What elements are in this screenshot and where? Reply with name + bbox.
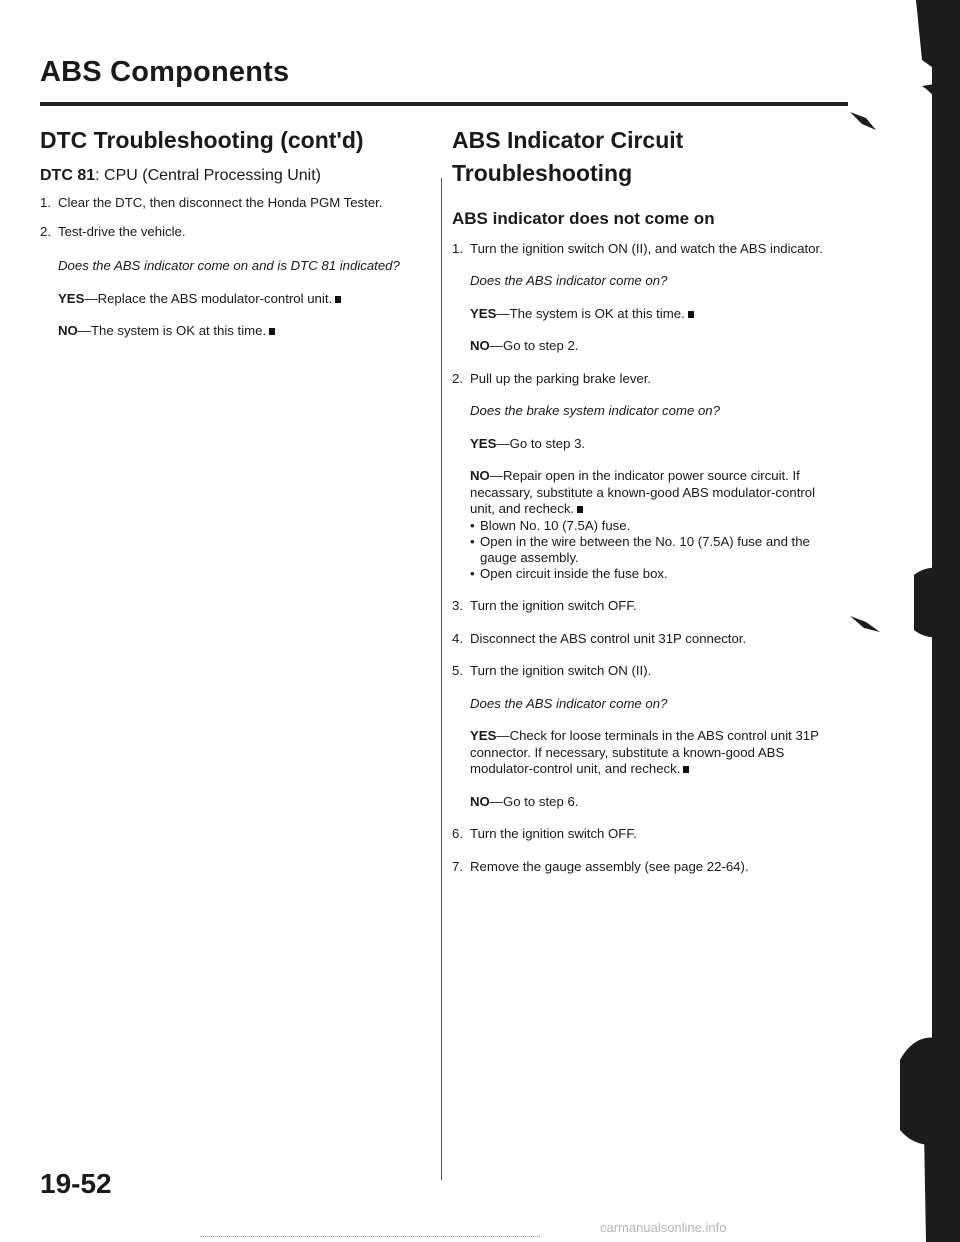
footer-rule [200,1236,540,1237]
step-text: Pull up the parking brake lever. [470,370,652,386]
dtc-description: : CPU (Central Processing Unit) [95,167,321,185]
step-text: Turn the ignition switch ON (II). [470,663,652,679]
step-number: 6. [452,826,463,842]
right-section-title-line2: Troubleshooting [452,160,633,187]
right-step-5 [452,663,842,680]
step1-yes [452,306,842,323]
no-label: NO [470,468,490,484]
step-number: 3. [452,598,463,614]
left-yes-answer [40,291,420,308]
right-step-2 [452,371,842,388]
step-text: Remove the gauge assembly (see page 22-64). [470,858,749,874]
cause-list [452,518,842,582]
no-text: —Go to step 2. [489,338,579,354]
step2-no [452,468,842,518]
no-text: —Repair open in the indicator power source circuit. If necassary, substitute a known-good ABS modulator-control unit, and recheck. [470,468,816,517]
page-number: 19-52 [40,1168,112,1199]
step1-no [452,338,842,355]
no-text: —The system is OK at this time. [77,323,267,339]
step-text: Turn the ignition switch ON (II), and watch the ABS indicator. [470,240,823,256]
left-question: Does the ABS indicator come on and is DTC 81 indicated? [58,258,400,274]
step5-no [452,794,842,811]
step-number: 4. [452,630,463,646]
right-step-3 [452,598,842,615]
yes-label: YES [58,290,85,306]
list-item: • Blown No. 10 (7.5A) fuse. [470,518,842,534]
yes-text: —Replace the ABS modulator-control unit. [84,290,333,306]
step-number: 5. [452,663,463,679]
right-subtitle: ABS indicator does not come on [452,208,715,228]
right-column [452,124,842,875]
right-section-title-line1: ABS Indicator Circuit [452,127,684,153]
step5-yes [452,728,842,778]
step-text: Disconnect the ABS control unit 31P connector. [470,630,747,646]
page-title: ABS Components [40,56,290,88]
step-text: Clear the DTC, then disconnect the Honda PGM Tester. [58,195,383,211]
step1-question: Does the ABS indicator come on? [470,273,668,289]
header-rule [40,102,848,106]
step-text: Turn the ignition switch OFF. [470,598,637,614]
step-number: 2. [452,370,463,386]
left-no-answer [40,323,420,340]
no-label: NO [58,323,78,339]
step-number: 1. [40,195,51,211]
step-number: 2. [40,223,51,239]
yes-text: —Check for loose terminals in the ABS control unit 31P connector. If necessary, substitute a known-good ABS modulator-control unit, and recheck. [470,728,819,777]
left-step-2 [40,224,420,241]
binding-edge-art [850,0,960,1242]
step-text: Turn the ignition switch OFF. [470,826,637,842]
right-step-7 [452,859,842,876]
list-item: • Open circuit inside the fuse box. [470,566,842,582]
step2-yes [452,436,842,453]
left-column [40,124,420,340]
watermark: carmanualsonline.info [600,1220,727,1235]
list-item: • Open in the wire between the No. 10 (7.5A) fuse and the gauge assembly. [470,534,842,566]
right-step-4 [452,631,842,648]
left-step-1 [40,195,420,212]
stop-mark-icon [688,311,694,318]
yes-text: —The system is OK at this time. [496,305,685,321]
yes-label: YES [470,305,497,321]
no-label: NO [470,338,490,354]
left-section-title: DTC Troubleshooting (cont'd) [40,127,364,153]
no-label: NO [470,793,490,809]
yes-label: YES [470,435,497,451]
step-number: 1. [452,240,463,256]
stop-mark-icon [335,296,341,303]
dtc-heading [40,167,420,185]
step-number: 7. [452,858,463,874]
yes-label: YES [470,728,497,744]
step-text: Test-drive the vehicle. [58,223,186,239]
column-divider [441,178,442,1180]
stop-mark-icon [269,328,275,335]
right-step-6 [452,826,842,843]
right-step-1 [452,241,842,258]
stop-mark-icon [577,506,583,513]
dtc-code: DTC 81 [40,167,96,185]
step2-question: Does the brake system indicator come on? [470,403,720,419]
step5-question: Does the ABS indicator come on? [470,695,668,711]
stop-mark-icon [683,766,689,773]
no-text: —Go to step 6. [489,793,579,809]
yes-text: —Go to step 3. [496,435,586,451]
